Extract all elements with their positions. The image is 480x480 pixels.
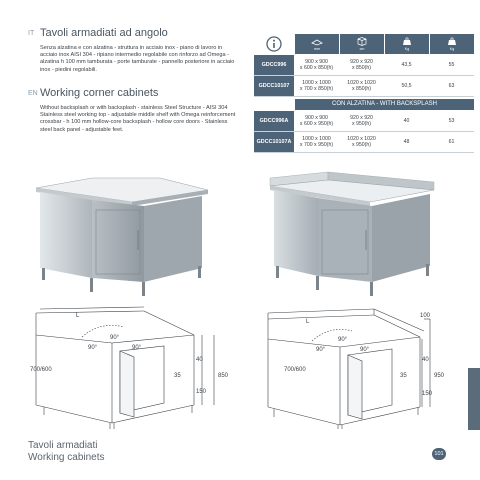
cabinet-photo-no-backsplash xyxy=(32,170,212,300)
product-code: GDCC996 xyxy=(254,55,294,75)
dimensions-icon xyxy=(311,37,323,46)
drawing-right-dim-100: 100 xyxy=(420,313,431,319)
drawing-right-label-l: L xyxy=(306,319,310,325)
description-en: Without backsplash or with backsplash - stainless Steel Structure - AISI 304 Stainless steel working top - adjustable middle shelf with Omega reinforcement crossbar - h 100 mm hollow-core backsplash - hollow core doors - Stainless steel back panel - adjustable feet. xyxy=(40,105,236,133)
dimensions-header xyxy=(295,34,339,54)
table-row xyxy=(254,55,474,76)
lang-label-it: IT xyxy=(28,30,35,37)
gross-weight-value: 61 xyxy=(448,138,455,145)
drawing-left-angle-2: 90° xyxy=(88,345,98,351)
title-it: Tavoli armadiati ad angolo xyxy=(40,27,168,39)
net-weight-unit: Kg xyxy=(404,47,410,51)
drawing-left-dim-40: 40 xyxy=(196,357,203,363)
gross-weight-value: 55 xyxy=(448,61,455,68)
drawing-right-angle-1: 90° xyxy=(338,337,348,343)
dimension-value: 900 x 900 x 600 x 850(h) xyxy=(299,58,334,71)
spec-table xyxy=(254,34,474,153)
net-weight-value: 50,5 xyxy=(401,82,412,89)
drawing-left-height: 850 xyxy=(218,373,229,379)
dimension-value: 900 x 900 x 600 x 950(h) xyxy=(299,114,334,127)
page-number: 101 xyxy=(432,448,446,460)
drawing-right-dim-35: 35 xyxy=(400,373,407,379)
net-weight-header xyxy=(385,34,429,54)
packaging-header xyxy=(340,34,384,54)
backsplash-banner: CON ALZATINA - WITH BACKSPLASH xyxy=(295,99,474,110)
table-row xyxy=(254,132,474,153)
drawing-left-dim-150: 150 xyxy=(196,389,207,395)
drawing-right-angle-2: 90° xyxy=(316,347,326,353)
table-header xyxy=(254,34,474,54)
dimensions-unit: mm xyxy=(314,47,320,51)
drawing-left-angle-1: 90° xyxy=(110,335,120,341)
net-weight-value: 43,5 xyxy=(401,61,412,68)
lang-label-en: EN xyxy=(28,90,38,97)
footer-title-en: Working cabinets xyxy=(28,452,105,463)
drawing-left-depth: 700/600 xyxy=(30,367,52,373)
drawing-right-depth: 700/600 xyxy=(284,367,306,373)
product-code: GDCC10107 xyxy=(254,76,294,96)
technical-drawing-right xyxy=(254,305,454,430)
drawing-left-angle-3: 90° xyxy=(132,345,142,351)
packaging-value: 920 x 920 x 850(h) xyxy=(350,58,373,71)
gross-weight-unit: Kg xyxy=(449,47,455,51)
title-en: Working corner cabinets xyxy=(40,87,159,99)
info-icon xyxy=(254,34,294,54)
technical-drawing-left xyxy=(24,305,240,430)
section-side-tab xyxy=(468,368,480,430)
gross-weight-header xyxy=(430,34,474,54)
net-weight-value: 48 xyxy=(403,138,410,145)
cabinet-photo-backsplash xyxy=(262,170,442,300)
table-row xyxy=(254,76,474,97)
drawing-right-angle-3: 90° xyxy=(360,347,370,353)
gross-weight-icon xyxy=(447,37,457,46)
packaging-value: 920 x 920 x 950(h) xyxy=(350,114,373,127)
product-code: GDCC10107A xyxy=(254,132,294,152)
drawing-right-height: 950 xyxy=(434,373,445,379)
table-row xyxy=(254,111,474,132)
packaging-value: 1020 x 1020 x 950(h) xyxy=(347,135,376,148)
packaging-unit: cm xyxy=(359,47,365,51)
gross-weight-value: 53 xyxy=(448,117,455,124)
product-code: GDCC996A xyxy=(254,111,294,131)
description-it: Senza alzatina e con alzatina - struttura in acciaio inox - piano di lavoro in acciaio inox AISI 304 - ripiano intermedio regolabile con rinforzo ad Omega - alzatina h 100 mm tamburata - porte tamburate - pannello posteriore in acciaio inox - piedini regolabili. xyxy=(40,45,235,73)
gross-weight-value: 63 xyxy=(448,82,455,89)
drawing-right-dim-40: 40 xyxy=(422,357,429,363)
drawing-left-dim-35: 35 xyxy=(174,373,181,379)
net-weight-icon xyxy=(402,37,412,46)
footer-title-it: Tavoli armadiati xyxy=(28,440,98,451)
dimension-value: 1000 x 1000 x 700 x 850(h) xyxy=(299,79,334,92)
dimension-value: 1000 x 1000 x 700 x 950(h) xyxy=(299,135,334,148)
net-weight-value: 40 xyxy=(403,117,410,124)
packaging-icon xyxy=(357,37,367,46)
packaging-value: 1020 x 1020 x 850(h) xyxy=(347,79,376,92)
drawing-right-dim-150: 150 xyxy=(422,391,433,397)
drawing-left-label-l: L xyxy=(76,313,80,319)
